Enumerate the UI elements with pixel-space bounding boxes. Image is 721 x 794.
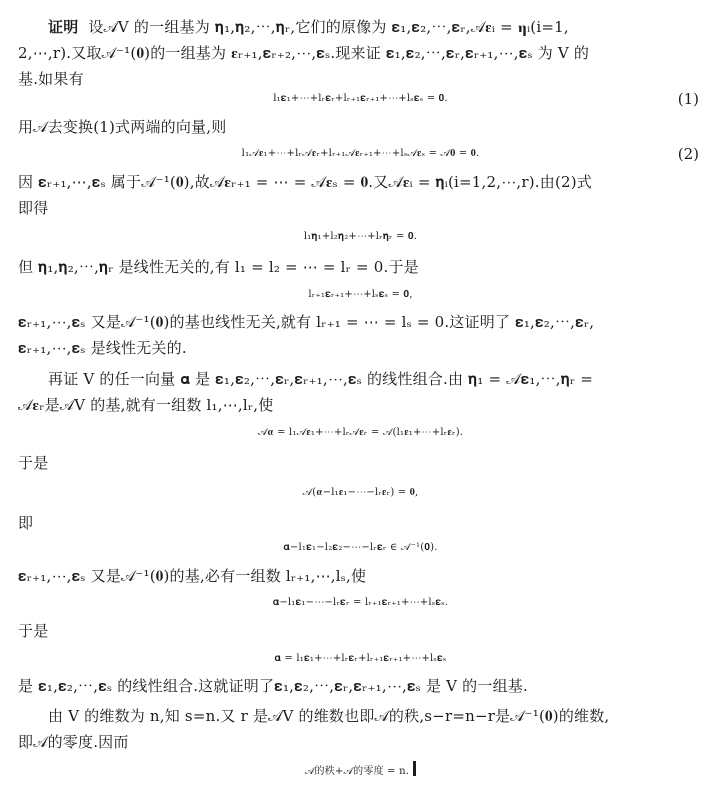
equation-5: 𝒜𝛂 = l₁𝒜𝛆₁+⋯+lᵣ𝒜𝛆ᵣ = 𝒜(l₁𝛆₁+⋯+lᵣ𝛆ᵣ). xyxy=(257,427,464,438)
equation-10 xyxy=(0,761,721,783)
qed-mark xyxy=(413,761,416,776)
proof-line-23: 于是 xyxy=(18,622,49,640)
equation-6: 𝒜(𝛂−l₁𝛆₁−⋯−lᵣ𝛆ᵣ) = 𝟎, xyxy=(302,487,419,498)
proof-line-1 xyxy=(48,16,569,38)
proof-heading: 证明 xyxy=(48,18,79,36)
proof-text: 设𝒜V 的一组基为 𝛈₁,𝛈₂,⋯,𝛈ᵣ,它们的原像为 𝛆₁,𝛆₂,⋯,𝛆ᵣ,𝒜𝛆ᵢ = 𝛈ᵢ(i=1, xyxy=(88,18,569,36)
equation-8: 𝛂−l₁𝛆₁−⋯−lᵣ𝛆ᵣ = lᵣ₊₁𝛆ᵣ₊₁+⋯+lₛ𝛆ₛ. xyxy=(272,597,449,608)
equation-4: lᵣ₊₁𝛆ᵣ₊₁+⋯+lₛ𝛆ₛ = 𝟎, xyxy=(308,289,413,300)
equation-7: 𝛂−l₁𝛆₁−l₂𝛆₂−⋯−lᵣ𝛆ᵣ ∈ 𝒜⁻¹(𝟎). xyxy=(283,542,438,553)
equation-1: l₁𝛆₁+⋯+lᵣ𝛆ᵣ+lᵣ₊₁𝛆ᵣ₊₁+⋯+lₛ𝛆ₛ = 𝟎. xyxy=(273,93,448,104)
proof-line-26: 由 V 的维数为 n,知 s=n.又 r 是𝒜V 的维数也即𝒜的秩,s−r=n−r是𝒜⁻¹(𝟎)的维数, xyxy=(48,707,610,725)
proof-line-10: 但 𝛈₁,𝛈₂,⋯,𝛈ᵣ 是线性无关的,有 l₁ = l₂ = ⋯ = lᵣ = 0.于是 xyxy=(18,258,419,276)
proof-line-25: 是 𝛆₁,𝛆₂,⋯,𝛆ₛ 的线性组合.这就证明了𝛆₁,𝛆₂,⋯,𝛆ᵣ,𝛆ᵣ₊₁,⋯,𝛆ₛ 是 V 的一组基. xyxy=(18,677,528,695)
equation-3: l₁𝛈₁+l₂𝛈₂+⋯+lᵣ𝛈ᵣ = 𝟎. xyxy=(303,231,418,242)
proof-line-7: 因 𝛆ᵣ₊₁,⋯,𝛆ₛ 属于𝒜⁻¹(𝟎),故𝒜𝛆ᵣ₊₁ = ⋯ = 𝒜𝛆ₛ = 𝟎.又𝒜𝛆ᵢ = 𝛈ᵢ(i=1,2,⋯,r).由(2)式 xyxy=(18,173,592,191)
proof-line-17: 于是 xyxy=(18,454,49,472)
proof-line-13: 𝛆ᵣ₊₁,⋯,𝛆ₛ 是线性无关的. xyxy=(18,339,187,357)
proof-line-2: 2,⋯,r).又取𝒜⁻¹(𝟎)的一组基为 𝛆ᵣ₊₁,𝛆ᵣ₊₂,⋯,𝛆ₛ.现来证 𝛆₁,𝛆₂,⋯,𝛆ᵣ,𝛆ᵣ₊₁,⋯,𝛆ₛ 为 V 的 xyxy=(18,44,590,62)
proof-line-14: 再证 V 的任一向量 𝛂 是 𝛆₁,𝛆₂,⋯,𝛆ᵣ,𝛆ᵣ₊₁,⋯,𝛆ₛ 的线性组合.由 𝛈₁ = 𝒜𝛆₁,⋯,𝛈ᵣ = xyxy=(48,370,594,388)
proof-line-27: 即𝒜的零度.因而 xyxy=(18,733,129,751)
proof-line-5: 用𝒜去变换(1)式两端的向量,则 xyxy=(18,118,227,136)
equation-number-2: (2) xyxy=(677,145,699,163)
equation-9: 𝛂 = l₁𝛆₁+⋯+lᵣ𝛆ᵣ+lᵣ₊₁𝛆ᵣ₊₁+⋯+lₛ𝛆ₛ xyxy=(274,653,447,664)
proof-line-3: 基.如果有 xyxy=(18,70,84,88)
proof-line-8: 即得 xyxy=(18,199,49,217)
equation-2: l₁𝒜𝛆₁+⋯+lᵣ𝒜𝛆ᵣ+lᵣ₊₁𝒜𝛆ᵣ₊₁+⋯+lₛ𝒜𝛆ₛ = 𝒜𝟎 = 𝟎. xyxy=(241,148,480,159)
proof-line-19: 即 xyxy=(18,514,34,532)
proof-line-15: 𝒜𝛆ᵣ是𝒜V 的基,就有一组数 l₁,⋯,lᵣ,使 xyxy=(18,396,274,414)
equation-number-1: (1) xyxy=(677,90,699,108)
proof-line-21: 𝛆ᵣ₊₁,⋯,𝛆ₛ 又是𝒜⁻¹(𝟎)的基,必有一组数 lᵣ₊₁,⋯,lₛ,使 xyxy=(18,567,367,585)
proof-line-12: 𝛆ᵣ₊₁,⋯,𝛆ₛ 又是𝒜⁻¹(𝟎)的基也线性无关,就有 lᵣ₊₁ = ⋯ = lₛ = 0.这证明了 𝛆₁,𝛆₂,⋯,𝛆ᵣ, xyxy=(18,313,595,331)
final-equation: 𝒜的秩+𝒜的零度 = n. xyxy=(304,766,410,777)
